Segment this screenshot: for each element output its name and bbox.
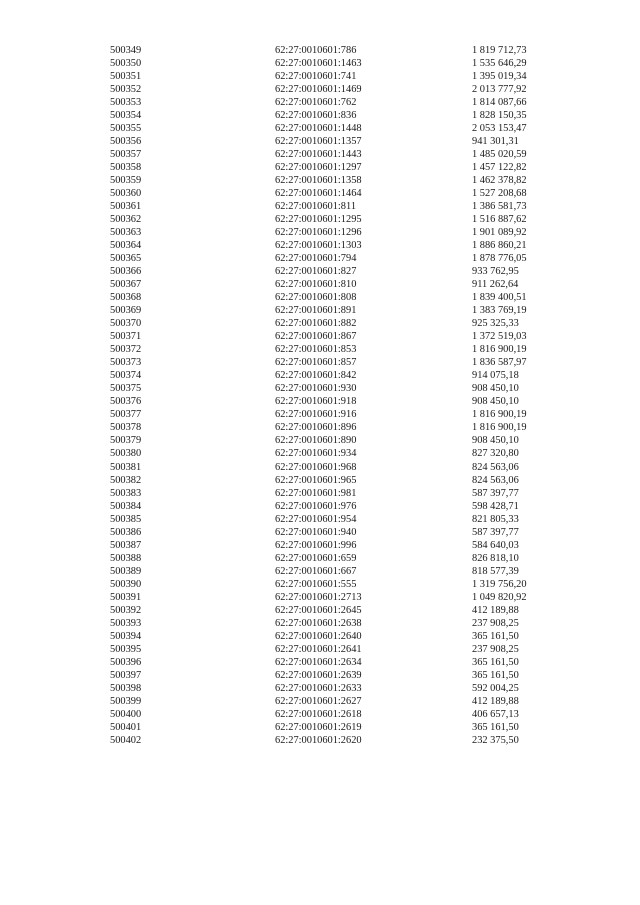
table-row [0,513,640,526]
table-row [0,70,640,83]
row-number: 500392 [110,604,142,616]
cadastral-number: 62:27:0010601:786 [275,45,357,56]
row-number: 500400 [110,708,142,720]
table-row [0,565,640,578]
cadastral-number: 62:27:0010601:1463 [275,58,362,70]
table-row [0,539,640,552]
table-row [0,734,640,747]
cadastral-number: 62:27:0010601:916 [275,409,357,421]
cadastral-value: 1 816 900,19 [472,344,527,356]
cadastral-value: 592 004,25 [472,682,519,694]
table-row [0,161,640,174]
row-number: 500371 [110,331,142,343]
row-number: 500379 [110,435,142,447]
cadastral-number: 62:27:0010601:1464 [275,188,362,200]
row-number: 500380 [110,448,142,460]
cadastral-value: 587 397,77 [472,487,519,499]
table-row [0,500,640,513]
cadastral-value: 824 563,06 [472,461,519,473]
cadastral-number: 62:27:0010601:940 [275,526,357,538]
table-row [0,226,640,239]
cadastral-value: 365 161,50 [472,630,519,642]
row-number: 500396 [110,656,142,668]
cadastral-number: 62:27:0010601:2618 [275,708,362,720]
cadastral-number: 62:27:0010601:1357 [275,136,362,148]
cadastral-number: 62:27:0010601:2627 [275,695,362,707]
table-row [0,526,640,539]
cadastral-number: 62:27:0010601:2620 [275,734,362,746]
row-number: 500378 [110,422,142,434]
cadastral-number: 62:27:0010601:836 [275,110,357,122]
data-table [0,44,640,747]
cadastral-value: 925 325,33 [472,318,519,330]
cadastral-number: 62:27:0010601:741 [275,71,357,83]
cadastral-value: 1 814 087,66 [472,97,527,109]
row-number: 500365 [110,253,142,265]
cadastral-value: 933 762,95 [472,266,519,278]
cadastral-value: 1 816 900,19 [472,409,527,421]
cadastral-value: 1 319 756,20 [472,578,527,590]
table-row [0,57,640,70]
table-row [0,578,640,591]
row-number: 500377 [110,409,142,421]
row-number: 500401 [110,721,142,733]
cadastral-value: 908 450,10 [472,396,519,408]
row-number: 500374 [110,370,142,382]
row-number: 500387 [110,539,142,551]
cadastral-number: 62:27:0010601:2638 [275,617,362,629]
row-number: 500358 [110,162,142,174]
cadastral-value: 821 805,33 [472,513,519,525]
table-row [0,708,640,721]
cadastral-value: 1 516 887,62 [472,214,527,226]
row-number: 500356 [110,136,142,148]
row-number: 500363 [110,227,142,239]
cadastral-value: 584 640,03 [472,539,519,551]
cadastral-value: 908 450,10 [472,383,519,395]
table-row [0,148,640,161]
table-row [0,617,640,630]
cadastral-number: 62:27:0010601:857 [275,357,357,369]
cadastral-value: 818 577,39 [472,565,519,577]
cadastral-number: 62:27:0010601:976 [275,500,357,512]
table-row [0,265,640,278]
row-number: 500373 [110,357,142,369]
cadastral-value: 1 819 712,73 [472,45,527,56]
cadastral-value: 365 161,50 [472,656,519,668]
cadastral-number: 62:27:0010601:1295 [275,214,362,226]
cadastral-value: 406 657,13 [472,708,519,720]
row-number: 500394 [110,630,142,642]
cadastral-value: 1 878 776,05 [472,253,527,265]
row-number: 500402 [110,734,142,746]
table-row [0,174,640,187]
table-row [0,252,640,265]
cadastral-number: 62:27:0010601:2640 [275,630,362,642]
row-number: 500388 [110,552,142,564]
cadastral-value: 1 049 820,92 [472,591,527,603]
cadastral-value: 914 075,18 [472,370,519,382]
cadastral-number: 62:27:0010601:891 [275,305,357,317]
cadastral-number: 62:27:0010601:968 [275,461,357,473]
cadastral-number: 62:27:0010601:762 [275,97,357,109]
table-row [0,604,640,617]
cadastral-number: 62:27:0010601:555 [275,578,357,590]
row-number: 500390 [110,578,142,590]
cadastral-number: 62:27:0010601:810 [275,279,357,291]
row-number: 500354 [110,110,142,122]
table-row [0,304,640,317]
table-row [0,291,640,304]
table-row [0,343,640,356]
row-number: 500382 [110,474,142,486]
cadastral-number: 62:27:0010601:853 [275,344,357,356]
row-number: 500386 [110,526,142,538]
cadastral-number: 62:27:0010601:2713 [275,591,362,603]
table-row [0,434,640,447]
table-row [0,695,640,708]
cadastral-number: 62:27:0010601:867 [275,331,357,343]
table-row [0,552,640,565]
cadastral-number: 62:27:0010601:934 [275,448,357,460]
table-row [0,109,640,122]
cadastral-value: 587 397,77 [472,526,519,538]
row-number: 500384 [110,500,142,512]
cadastral-value: 1 457 122,82 [472,162,527,174]
row-number: 500361 [110,201,142,213]
cadastral-value: 598 428,71 [472,500,519,512]
table-row [0,317,640,330]
row-number: 500353 [110,97,142,109]
row-number: 500359 [110,175,142,187]
cadastral-value: 1 372 519,03 [472,331,527,343]
cadastral-number: 62:27:0010601:1358 [275,175,362,187]
cadastral-value: 1 901 089,92 [472,227,527,239]
table-row [0,83,640,96]
cadastral-value: 911 262,64 [472,279,519,291]
row-number: 500383 [110,487,142,499]
row-number: 500393 [110,617,142,629]
cadastral-value: 412 189,88 [472,604,519,616]
cadastral-number: 62:27:0010601:930 [275,383,357,395]
cadastral-number: 62:27:0010601:2634 [275,656,362,668]
cadastral-value: 826 818,10 [472,552,519,564]
table-row [0,656,640,669]
cadastral-number: 62:27:0010601:954 [275,513,357,525]
cadastral-value: 1 828 150,35 [472,110,527,122]
cadastral-number: 62:27:0010601:965 [275,474,357,486]
row-number: 500357 [110,149,142,161]
row-number: 500397 [110,669,142,681]
cadastral-number: 62:27:0010601:1297 [275,162,362,174]
table-row [0,356,640,369]
cadastral-value: 1 386 581,73 [472,201,527,213]
row-number: 500381 [110,461,142,473]
cadastral-number: 62:27:0010601:827 [275,266,357,278]
row-number: 500372 [110,344,142,356]
table-row [0,382,640,395]
table-row [0,461,640,474]
cadastral-value: 365 161,50 [472,721,519,733]
row-number: 500376 [110,396,142,408]
cadastral-number: 62:27:0010601:882 [275,318,357,330]
cadastral-value: 1 836 587,97 [472,357,527,369]
cadastral-number: 62:27:0010601:1448 [275,123,362,135]
table-row [0,122,640,135]
cadastral-number: 62:27:0010601:981 [275,487,357,499]
cadastral-value: 2 053 153,47 [472,123,527,135]
cadastral-value: 941 301,31 [472,136,519,148]
cadastral-number: 62:27:0010601:1469 [275,84,362,96]
row-number: 500391 [110,591,142,603]
row-number: 500366 [110,266,142,278]
row-number: 500395 [110,643,142,655]
table-row [0,135,640,148]
row-number: 500375 [110,383,142,395]
row-number: 500389 [110,565,142,577]
cadastral-number: 62:27:0010601:918 [275,396,357,408]
table-row [0,213,640,226]
cadastral-value: 1 839 400,51 [472,292,527,304]
cadastral-value: 1 395 019,34 [472,71,527,83]
cadastral-number: 62:27:0010601:2633 [275,682,362,694]
cadastral-value: 1 816 900,19 [472,422,527,434]
cadastral-number: 62:27:0010601:2645 [275,604,362,616]
row-number: 500398 [110,682,142,694]
table-row [0,44,640,57]
cadastral-value: 1 886 860,21 [472,240,527,252]
cadastral-number: 62:27:0010601:896 [275,422,357,434]
table-row [0,447,640,460]
table-row [0,682,640,695]
cadastral-value: 827 320,80 [472,448,519,460]
cadastral-value: 1 383 769,19 [472,305,527,317]
row-number: 500367 [110,279,142,291]
table-row [0,643,640,656]
cadastral-value: 232 375,50 [472,734,519,746]
cadastral-number: 62:27:0010601:996 [275,539,357,551]
cadastral-number: 62:27:0010601:890 [275,435,357,447]
table-row [0,591,640,604]
cadastral-number: 62:27:0010601:2619 [275,721,362,733]
cadastral-value: 365 161,50 [472,669,519,681]
row-number: 500385 [110,513,142,525]
table-row [0,721,640,734]
table-row [0,187,640,200]
cadastral-value: 237 908,25 [472,643,519,655]
table-row [0,474,640,487]
row-number: 500351 [110,71,142,83]
cadastral-number: 62:27:0010601:842 [275,370,357,382]
cadastral-number: 62:27:0010601:659 [275,552,357,564]
row-number: 500399 [110,695,142,707]
cadastral-value: 412 189,88 [472,695,519,707]
cadastral-number: 62:27:0010601:1443 [275,149,362,161]
table-row [0,239,640,252]
cadastral-number: 62:27:0010601:2641 [275,643,362,655]
row-number: 500355 [110,123,142,135]
cadastral-number: 62:27:0010601:2639 [275,669,362,681]
table-row [0,630,640,643]
table-row [0,96,640,109]
row-number: 500362 [110,214,142,226]
table-row [0,421,640,434]
table-row [0,330,640,343]
cadastral-value: 1 485 020,59 [472,149,527,161]
row-number: 500360 [110,188,142,200]
table-row [0,369,640,382]
cadastral-value: 1 462 378,82 [472,175,527,187]
cadastral-value: 1 535 646,29 [472,58,527,70]
row-number: 500352 [110,84,142,96]
row-number: 500364 [110,240,142,252]
cadastral-value: 824 563,06 [472,474,519,486]
row-number: 500370 [110,318,142,330]
cadastral-value: 237 908,25 [472,617,519,629]
table-row [0,669,640,682]
cadastral-value: 1 527 208,68 [472,188,527,200]
cadastral-number: 62:27:0010601:811 [275,201,357,213]
row-number: 500349 [110,45,142,56]
cadastral-number: 62:27:0010601:794 [275,253,357,265]
cadastral-value: 908 450,10 [472,435,519,447]
table-row [0,200,640,213]
cadastral-number: 62:27:0010601:1296 [275,227,362,239]
table-row [0,278,640,291]
row-number: 500368 [110,292,142,304]
row-number: 500350 [110,58,142,70]
table-row [0,395,640,408]
cadastral-number: 62:27:0010601:1303 [275,240,362,252]
table-row [0,408,640,421]
row-number: 500369 [110,305,142,317]
cadastral-number: 62:27:0010601:808 [275,292,357,304]
table-row [0,487,640,500]
cadastral-value: 2 013 777,92 [472,84,527,96]
cadastral-number: 62:27:0010601:667 [275,565,357,577]
